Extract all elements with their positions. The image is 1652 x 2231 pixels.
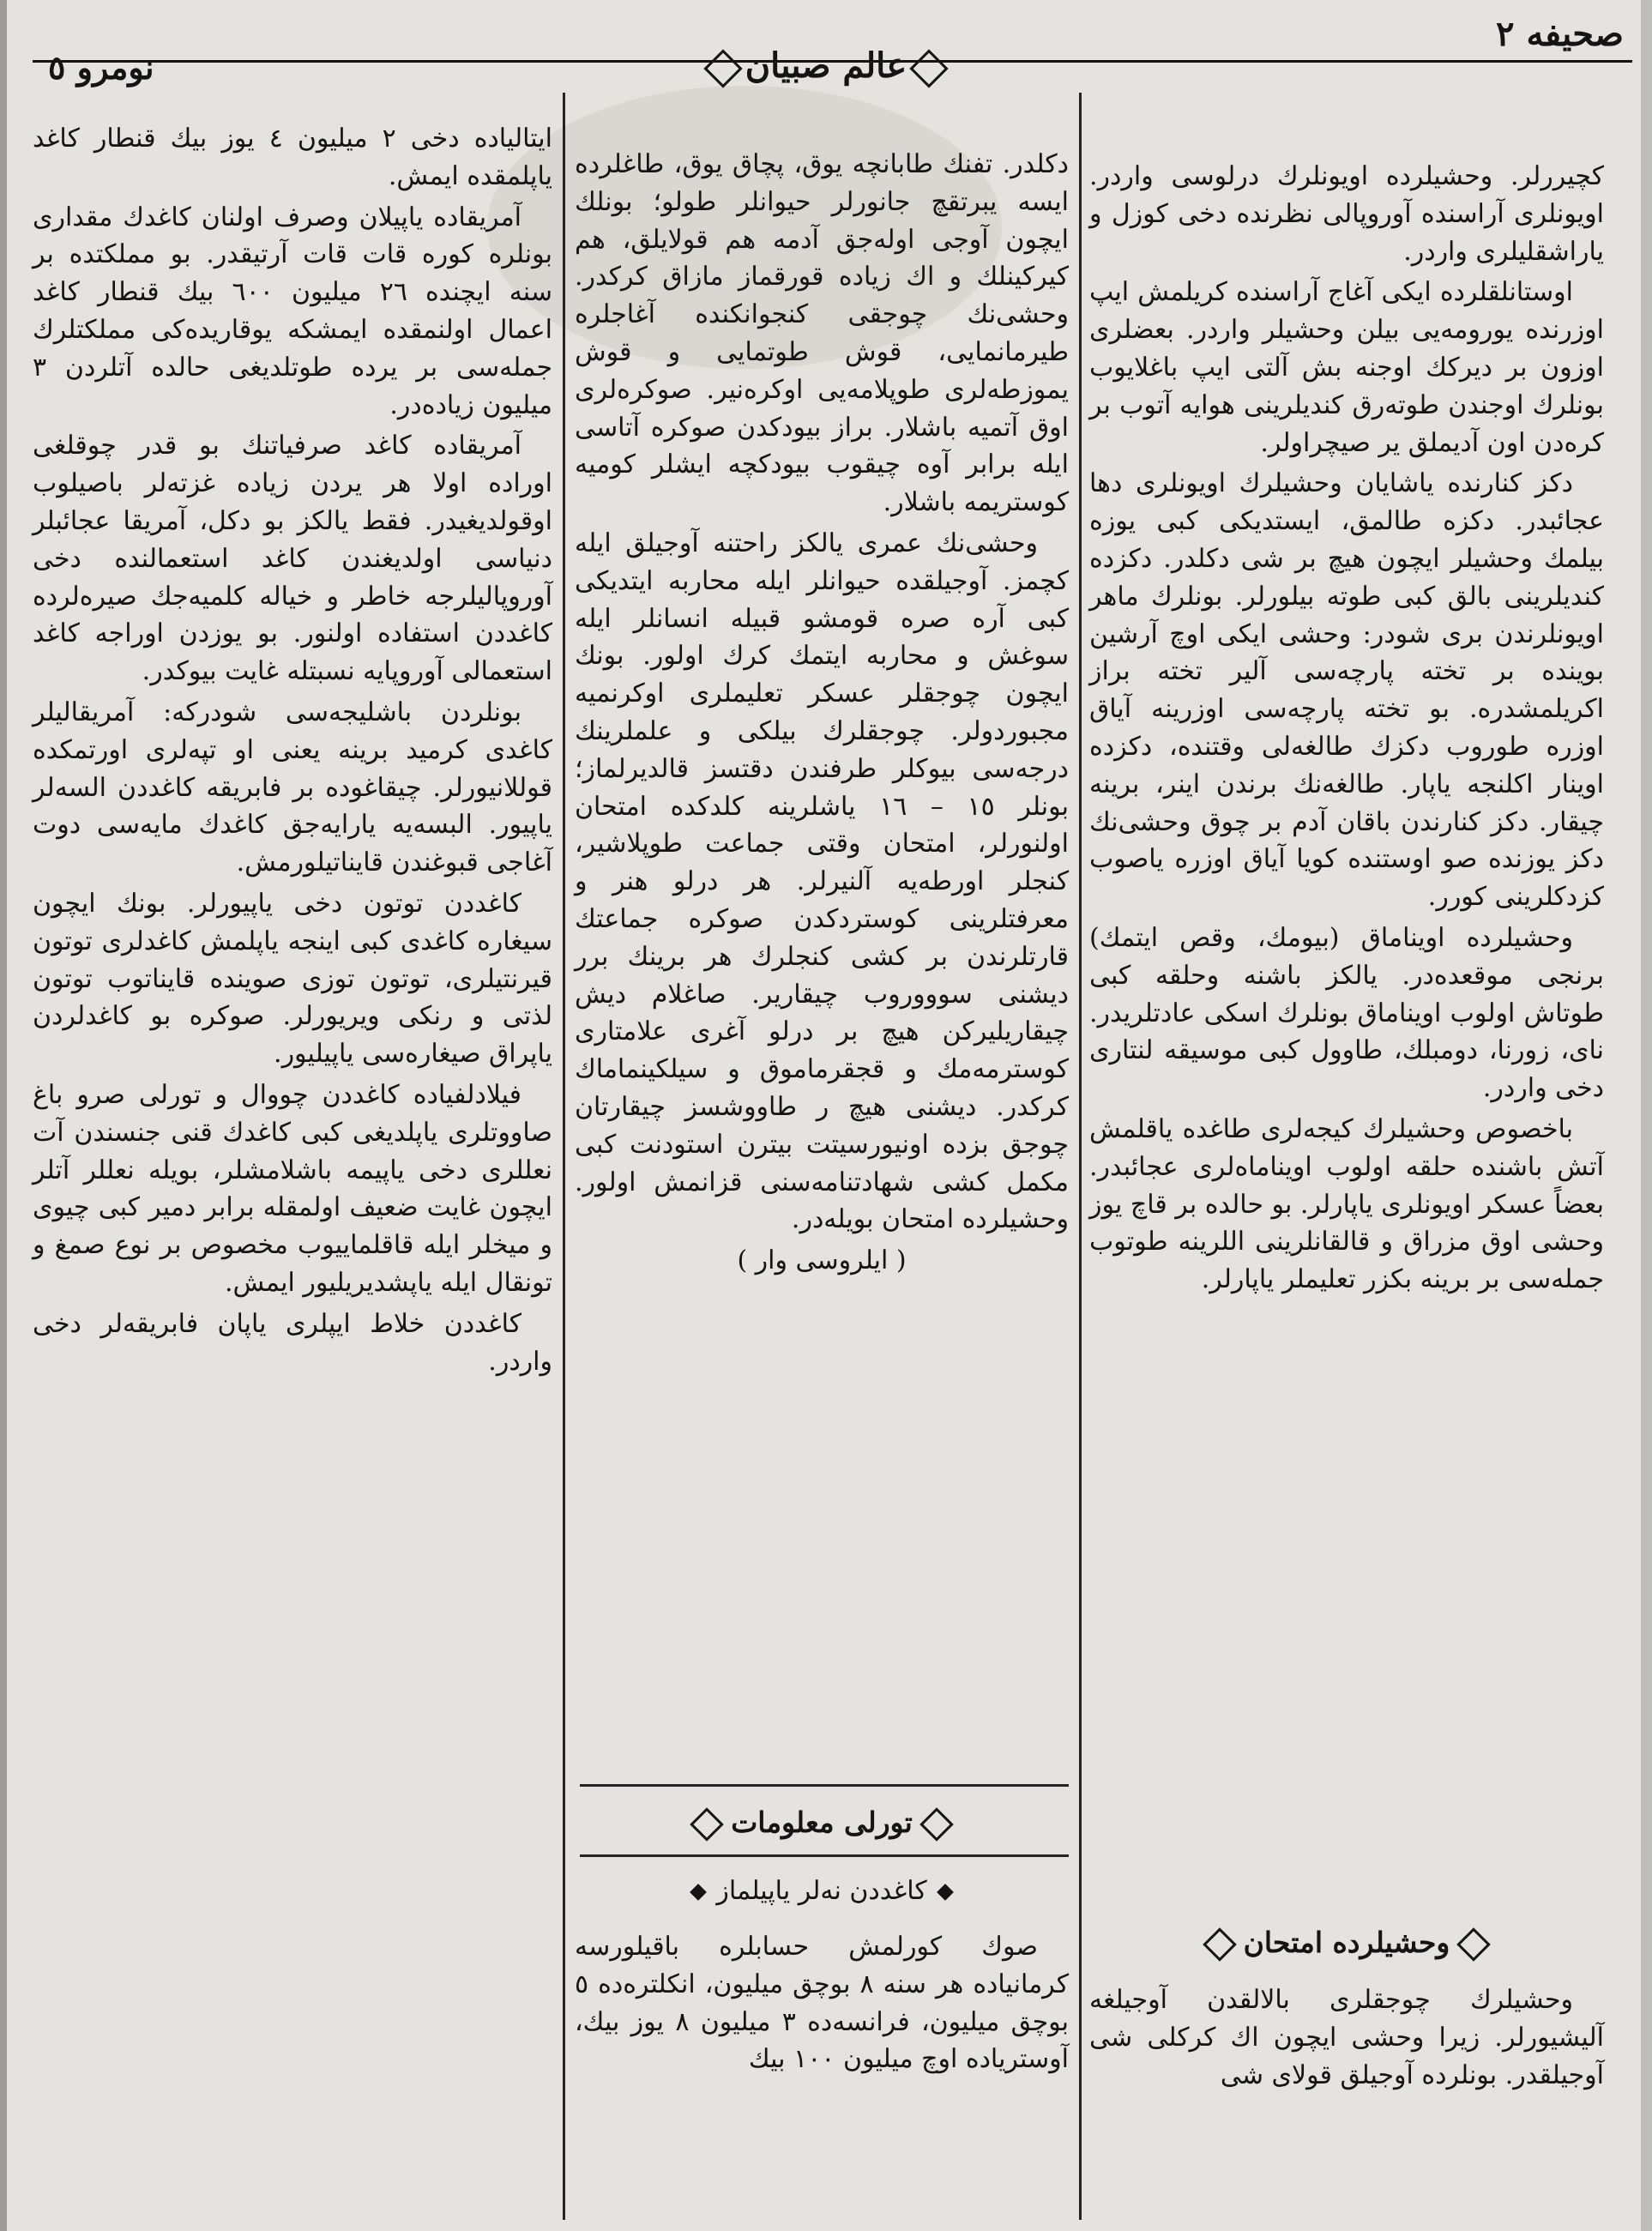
ornament-icon bbox=[690, 1884, 707, 1901]
section-rule bbox=[580, 1784, 1069, 1787]
paragraph: وحشی‌نك عمری یالكز راحتنه آوجیلق ایله كچمز. آوجیلقده حیوانلر ایله محاربه ایتدیكی كبی آره صره قومشو قبیله انسانلر ایله سوغش و محاربه ایتمك كرك اولور. بونك ایچون چوجقلر عسكر تعلیملری اوكرنمیه مجبوردولر. چوجقلرك بیلكی و علملرینك درجه‌سی بیوكلر طرفندن دقتسز قالدیرلماز؛ بونلر ١٥ – ١٦ یاشلرینه كلدكده امتحان اولنورلر، امتحان وقتی جماعت طوپلاشیر، كنجلر اورطه‌یه آلنیرلر. هر درلو هنر و معرفتلرینی كوستردكدن صوكره جماعتك قارتلرندن بر كشی كنجلرك هر برینك برر دیشنی سوووروب چیقاریر. صاغلام دیش چیقاریلیركن هیچ بر درلو آغری علامتاری كوسترمه‌مك و قجقرماموق و سیلكینماماك كركدر. دیشنی هیچ ر طاووشسز چیقارتان چوجق بزده اونیورسیتت بیترن استودنت كبی مكمل كشی شهادتنامه‌سنی قزانمش اولور. وحشیلرده امتحان بویله‌در. bbox=[575, 528, 1070, 1235]
paragraph: صوك كورلمش حسابلره باقیلورسه كرمانیاده هر سنه ٨ بوچق میلیون، انكلتره‌ده ٥ بوچق میلیون، فرانسه‌ده ٣ میلیون ٨ یوز بیك، آوستریاده اوچ میلیون ١٠٠ بیك bbox=[575, 1932, 1070, 2075]
ornament-icon bbox=[937, 1884, 954, 1901]
paragraph: ایتالیاده دخی ٢ میلیون ٤ یوز بیك قنطار كاغد یاپلمقده ایمش. bbox=[33, 124, 552, 191]
section-title-exam bbox=[1089, 1921, 1604, 1964]
paragraph: فیلادلفیاده كاغددن چووال و تورلی صرو باغ صاووتلری یاپلدیغی كبی كاغدك قنی جنسندن آت نعللری دخی یاپیمه باشلامشلر، بویله نعللر آتلر ایچون غایت ضعیف اولمقله برابر دمیر كبی چیوی و میخلر ایله قاقلماییوب مخصوص بر نوع صمغ و تونقال ایله یاپشدیریلیور ایمش. bbox=[33, 1079, 552, 1298]
paragraph: آمریقاده كاغد صرفیاتنك بو قدر چوقلغی اوراده اولا هر یردن زیاده غزته‌لر باصیلوب اوقولدیغیدر. فقط یالكز بو دكل، آمریقا عجائبلر دنیاسی اولدیغندن كاغد استعمالنده دخی آوروپالیلرجه خاطر و خیاله كلمیه‌جك صیره‌لرده كاغددن استفاده اولنور. بو یوزدن اوراجه كاغد استعمالی آوروپایه نسبتله غایت بیوكدر. bbox=[33, 431, 552, 687]
section-title-text: تورلی معلومات bbox=[731, 1806, 913, 1839]
paragraph: وحشیلرك چوجقلری بالالقدن آوجیلغه آلیشیورلر. زیرا وحشی ایچون اك كركلی شی آوجیلقدر. بونلرده آوجیلق قولای شی bbox=[1089, 1985, 1604, 2090]
column-right-bottom bbox=[1089, 1981, 1604, 2097]
ornament-icon bbox=[703, 49, 742, 87]
page-number: صحیفه ٢ bbox=[1496, 14, 1624, 54]
newspaper-page bbox=[7, 0, 1641, 2231]
column-rule bbox=[1079, 93, 1082, 2220]
paragraph: دكلدر. تفنك طابانچه یوق، پچاق یوق، طاغلرده ایسه یبرتقچ جانورلر حیوانلر طولو؛ بونلك ایچون آوجی اوله‌جق آدمه هم قولایلق، هم كیركینلك و اك زیاده قورقماز مازاق كركدر. وحشی‌نك چوجقی كنجوانكنده آغاجلره طیرمانمایی، قوش طوتمایی و قوش یموزطه‌لری طوپلامه‌یی اوكره‌نیر. صوكره‌لری اوق آتمیه باشلار. براز بیودكدن صوكره آتاسی ایله برابر آوه چیقوب بیودكچه ایشلر كومیه كوستریمه باشلار. bbox=[575, 149, 1069, 518]
paragraph: اوستانلقلرده ایكی آغاج آراسنده كریلمش ایپ اوزرنده یورومه‌یی بیلن وحشیلر واردر. بعضلری اوزون بر دیركك اوجنه بش آلتی ایپ باغلایوب بونلرك اوجندن طوته‌رق كندیلرینی هوایه آتوب بر كره‌دن اون آدیملق یر صیچراولر. bbox=[1089, 277, 1604, 458]
section-title-misc bbox=[575, 1801, 1069, 1844]
ornament-icon bbox=[919, 1807, 954, 1842]
masthead-title: عالم صبیان bbox=[745, 45, 907, 86]
column-middle bbox=[575, 146, 1069, 1283]
scan-edge-right bbox=[1641, 0, 1652, 2231]
continued-note: ( ایلروسی وار ) bbox=[737, 1245, 907, 1276]
subtitle-text: كاغددن نه‌لر یاپیلماز bbox=[716, 1876, 927, 1906]
subtitle-paper bbox=[575, 1870, 1069, 1913]
page-header bbox=[33, 7, 1632, 86]
ornament-icon bbox=[1203, 1927, 1237, 1962]
paragraph: وحشیلرده اویناماق (بیومك، وقص ایتمك) برنجی موقعده‌در. یالكز باشنه وحلقه كبی طوتاش اولوب اویناماق بونلرك اسكی عادتلریدر. نای، زورنا، دومبلك، طاوول كبی موسیقه لنتاری دخی واردر. bbox=[1089, 922, 1604, 1104]
ornament-icon bbox=[690, 1807, 724, 1842]
issue-number: نومرو ٥ bbox=[48, 48, 154, 87]
paragraph: كاغددن توتون دخی یاپیورلر. بونك ایچون سیغاره كاغدی كبی اینجه یاپلمش كاغدلری توتون قیرنتیلری، توتون توزی صوینده قایناتوب توتون لذتی و رنكی ویریورلر. صوكره بو كاغدلردن یاپراق صیغاره‌سی یاپیلیور. bbox=[33, 888, 552, 1070]
ornament-icon bbox=[1457, 1927, 1492, 1962]
column-middle-bottom bbox=[575, 1928, 1069, 2082]
paragraph: كاغددن خلاط ایپلری یاپان فابریقه‌لر دخی واردر. bbox=[33, 1308, 552, 1377]
column-rule bbox=[563, 93, 565, 2220]
paragraph: دكز كنارنده یاشایان وحشیلرك اویونلری دها عجائبدر. دكزه طالمق، ایستدیكی كبی یوزه بیلمك وحشیلر ایچون هیچ بر شی دكلدر. دكزده كندیلرینی بالق كبی طوته بیلورلر. بونلرك ماهر اویونلرندن بری شودر: وحشی ایكی اوچ آرشین بوینده بر تخته پارچه‌سی آلیر تخته براز اكریلمشدره. بو تخته پارچه‌سی اوزرینه آیاق اوزره طوروب دكزك طالغه‌لی وقتنده، دكزده اوینار اكلنجه یاپار. طالغه‌نك برندن اینر، برینه چیقار. دكز كنارندن باقان آدم بر چوق وحشی‌نك دكز یوزنده صو اوستنده كویا آیاق اوزره یاصوب كزدكلرینی كورر. bbox=[1089, 468, 1604, 913]
paragraph: باخصوص وحشیلرك كیجه‌لری طاغده یاقلمش آتش باشنده حلقه اولوب اویناماه‌لری عجائبدر. بعضاً عسكر اویونلری یاپارلر. بو حالده بر قاچ یوز وحشی اوق مزراق و قالقانلرینی اللرینه طوتوب جمله‌سی بر برینه بكزر تعلیملر یاپارلر. bbox=[1089, 1113, 1604, 1295]
scan-edge-left bbox=[0, 0, 7, 2231]
column-right bbox=[1089, 158, 1604, 1302]
column-left bbox=[33, 120, 552, 1384]
paragraph: كچیررلر. وحشیلرده اویونلرك درلوسی واردر. اویونلری آراسنده آوروپالی نظرنده دخی كوزل و یاراشقلیلری واردر. bbox=[1089, 161, 1604, 267]
section-rule bbox=[580, 1854, 1069, 1857]
section-title-text: وحشیلرده امتحان bbox=[1243, 1926, 1450, 1959]
paragraph: بونلردن باشلیجه‌سی شودركه: آمریقالیلر كاغدی كرمید برینه یعنی او تپه‌لری اورتمكده قوللانیورلر. چیقاغوده بر فابریقه كاغددن السه‌لر یاپیور. البسه‌یه یارایه‌جق كاغدك مایه‌سی دوت آغاجی قبوغندن قایناتیلورمش. bbox=[33, 696, 552, 878]
ornament-icon bbox=[910, 49, 949, 87]
paragraph: آمریقاده یاپیلان وصرف اولنان كاغدك مقداری بونلره كوره قات قات آرتیقدر. بو مملكتده بر سنه ایچنده ٢٦ میلیون ٦٠٠ بیك قنطار كاغد اعمال اولنمقده ایمشكه یوقاریده‌كی مملكتلرك جمله‌سی بر یرده طوتلدیغی حالده آتلردن ٣ میلیون زیاده‌در. bbox=[33, 202, 552, 420]
masthead bbox=[684, 46, 968, 86]
